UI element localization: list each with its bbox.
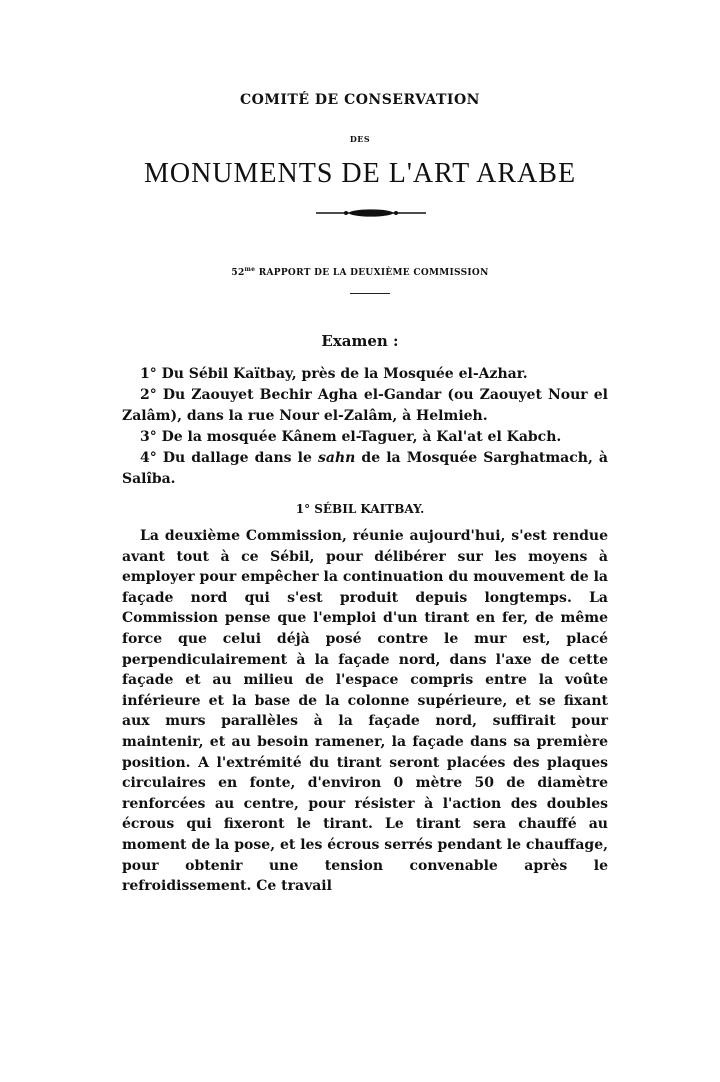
list-item: 4° Du dallage dans le sahn de la Mosquée Sarghatmach, à Salîba. bbox=[122, 450, 608, 487]
report-title-text: RAPPORT DE LA DEUXIÈME COMMISSION bbox=[255, 268, 489, 278]
fleuron-ornament bbox=[316, 208, 426, 218]
section-heading: 1° SÉBIL KAITBAY. bbox=[295, 502, 425, 516]
list-item: 1° Du Sébil Kaïtbay, près de la Mosquée el-Azhar. bbox=[140, 366, 528, 382]
header-committee: COMITÉ DE CONSERVATION bbox=[240, 92, 480, 108]
sahn-term: sahn bbox=[317, 450, 356, 466]
header-title: MONUMENTS DE L'ART ARABE bbox=[143, 158, 577, 189]
examen-list bbox=[122, 364, 608, 490]
report-number: 52 bbox=[231, 268, 245, 278]
list-item: 2° Du Zaouyet Bechir Agha el-Gandar (ou Zaouyet Nour el Zalâm), dans la rue Nour el-Zalâm, à Helmieh. bbox=[122, 387, 608, 424]
header-des: DES bbox=[349, 134, 371, 144]
report-suffix: me bbox=[244, 266, 256, 273]
body-paragraph: La deuxième Commission, réunie aujourd'hui, s'est rendue avant tout à ce Sébil, pour délibérer sur les moyens à employer pour empêcher la continuation du mouvement de la façade nord qui s'est produit depuis longtemps. La Commission pense que l'emploi d'un tirant en fer, de même force que celui déjà posé contre le mur est, placé perpendiculairement à la façade nord, dans l'axe de cette façade et au milieu de l'espace compris entre la voûte inférieure et la base de la colonne supérieure, et se fixant aux murs parallèles à la façade nord, suffirait pour maintenir, et au besoin ramener, la façade dans sa première position. A l'extrémité du tirant seront placées des plaques circulaires en fonte, d'environ 0 mètre 50 de diamètre renforcées au centre, pour résister à l'action des doubles écrous qui fixeront le tirant. Le tirant sera chauffé au moment de la pose, et les écrous serrés pendant le chauffage, pour obtenir une tension convenable après le refroidissement. Ce travail bbox=[122, 528, 608, 895]
report-title bbox=[0, 266, 720, 278]
list-item: 3° De la mosquée Kânem el-Taguer, à Kal'at el Kabch. bbox=[140, 429, 562, 445]
examen-heading: Examen : bbox=[321, 332, 399, 350]
divider-rule bbox=[350, 293, 390, 294]
